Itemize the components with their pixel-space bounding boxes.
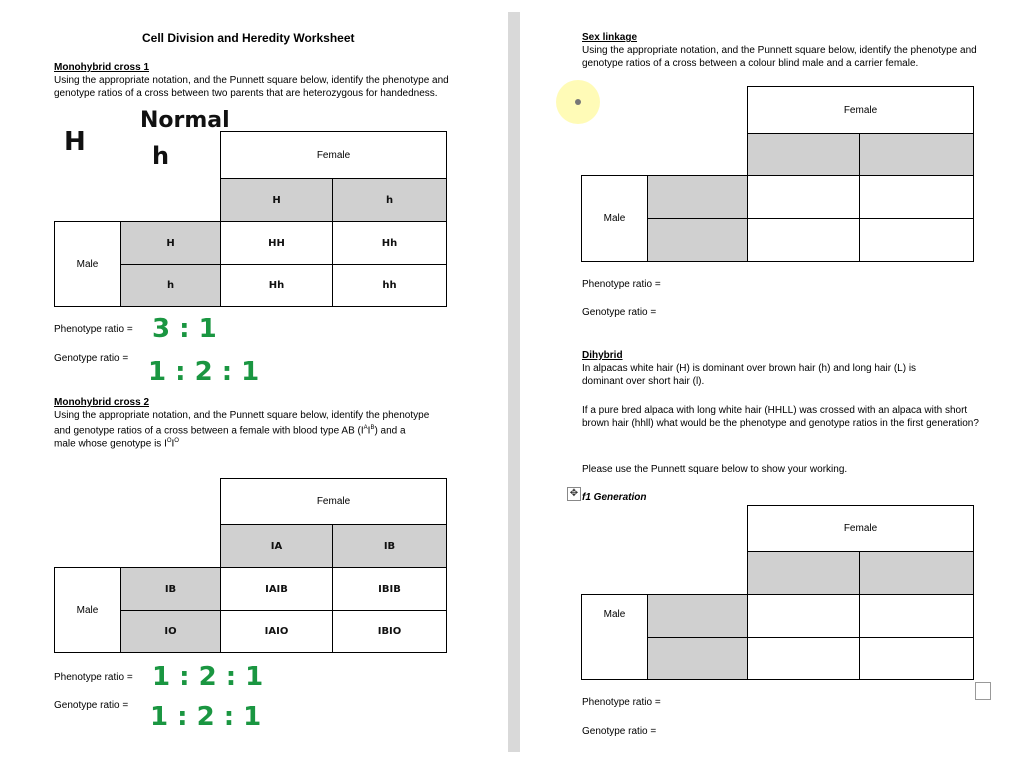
sexlink-phenotype-label: Phenotype ratio =: [582, 279, 661, 290]
dihybrid-heading: Dihybrid: [582, 350, 623, 361]
dihybrid-cell[interactable]: [748, 638, 860, 680]
mono1-handwritten-key-h: h: [152, 142, 170, 170]
mono1-male-header: Male: [55, 222, 121, 307]
mono1-male-allele: h: [121, 265, 221, 307]
dihybrid-phenotype-label: Phenotype ratio =: [582, 697, 661, 708]
mono1-genotype-label: Genotype ratio =: [54, 353, 129, 364]
mono2-female-allele: IA: [221, 525, 333, 568]
mono2-instructions-line3: male whose genotype is $I^OI^O$: [54, 438, 179, 450]
dihybrid-female-allele[interactable]: [860, 552, 974, 595]
mono2-cell: IAIO: [221, 611, 333, 653]
sexlink-male-allele[interactable]: [648, 219, 748, 262]
sexlink-punnett-square: [581, 86, 974, 262]
sexlink-male-allele[interactable]: [648, 176, 748, 219]
page-title: Cell Division and Heredity Worksheet: [142, 31, 355, 45]
mono2-phenotype-answer: 1 : 2 : 1: [152, 662, 264, 692]
sexlink-cell[interactable]: [860, 176, 974, 219]
mono2-instructions-line1: Using the appropriate notation, and the Punnett square below, identify the phenotype: [54, 410, 430, 421]
sexlink-genotype-label: Genotype ratio =: [582, 307, 657, 318]
sexlink-heading: Sex linkage: [582, 32, 638, 43]
mono1-cell: Hh: [221, 265, 333, 307]
mono1-phenotype-label: Phenotype ratio =: [54, 324, 133, 335]
sexlink-cell[interactable]: [860, 219, 974, 262]
worksheet-page-right: [520, 12, 1024, 754]
dihybrid-male-allele[interactable]: [648, 595, 748, 638]
mono1-cell: hh: [333, 265, 447, 307]
dihybrid-text-1: In alpacas white hair (H) is dominant over brown hair (h) and long hair (L) is dominant over short hair (l).: [582, 363, 917, 387]
mono1-handwritten-key-H: H: [64, 127, 86, 157]
mono2-female-allele: IB: [333, 525, 447, 568]
dihybrid-female-allele[interactable]: [748, 552, 860, 595]
dihybrid-cell[interactable]: [748, 595, 860, 638]
mono2-male-allele: IO: [121, 611, 221, 653]
dihybrid-male-allele[interactable]: [648, 638, 748, 680]
dihybrid-punnett-square: [581, 505, 974, 680]
dihybrid-female-header: Female: [748, 506, 974, 552]
page-gutter: [508, 12, 520, 752]
dihybrid-text-3: Please use the Punnett square below to show your working.: [582, 464, 848, 475]
mono2-male-header: Male: [55, 568, 121, 653]
mono2-cell: IAIB: [221, 568, 333, 611]
mono2-heading: Monohybrid cross 2: [54, 397, 150, 408]
mono2-genotype-answer: 1 : 2 : 1: [150, 702, 262, 732]
mono1-female-header: Female: [221, 132, 447, 179]
sexlink-male-header: Male: [582, 176, 648, 262]
dihybrid-cell[interactable]: [860, 638, 974, 680]
dihybrid-text-2: If a pure bred alpaca with long white hair (HHLL) was crossed with an alpaca with short brown hair (hhll) what would be the phenotype and genotype ratios in the first generation?: [582, 405, 979, 429]
mono2-punnett-square: [54, 478, 447, 653]
mono1-female-allele: H: [221, 179, 333, 222]
worksheet-page-left: [0, 12, 508, 754]
mono1-phenotype-answer: 3 : 1: [152, 314, 217, 344]
mono1-instructions: Using the appropriate notation, and the Punnett square below, identify the phenotype and genotype ratios of a cross between two parents that are heterozygous for handedness.: [54, 75, 449, 99]
mono1-genotype-answer: 1 : 2 : 1: [148, 357, 260, 387]
sexlink-cell[interactable]: [748, 219, 860, 262]
mono1-punnett-square: [54, 131, 447, 307]
sexlink-instructions: Using the appropriate notation, and the Punnett square below, identify the phenotype and genotype ratios of a cross between a colour blind male and a carrier female.: [582, 45, 977, 69]
mono2-genotype-label: Genotype ratio =: [54, 700, 129, 711]
bottom-strip: [0, 752, 1024, 768]
f1-generation-label: f1 Generation: [582, 492, 647, 503]
mono1-heading: Monohybrid cross 1: [54, 62, 150, 73]
mono2-female-header: Female: [221, 479, 447, 525]
mono2-cell: IBIO: [333, 611, 447, 653]
sexlink-female-allele[interactable]: [860, 134, 974, 176]
mono1-female-allele: h: [333, 179, 447, 222]
mono1-cell: Hh: [333, 222, 447, 265]
cursor-highlight-icon: [556, 80, 600, 124]
resize-handle-icon[interactable]: [975, 682, 991, 700]
sexlink-female-allele[interactable]: [748, 134, 860, 176]
dihybrid-cell[interactable]: [860, 595, 974, 638]
sexlink-female-header: Female: [748, 87, 974, 134]
mono2-phenotype-label: Phenotype ratio =: [54, 672, 133, 683]
dihybrid-genotype-label: Genotype ratio =: [582, 726, 657, 737]
mono2-cell: IBIB: [333, 568, 447, 611]
move-handle-icon[interactable]: ✥: [567, 487, 581, 501]
mono1-male-allele: H: [121, 222, 221, 265]
mono2-male-allele: IB: [121, 568, 221, 611]
sexlink-cell[interactable]: [748, 176, 860, 219]
mono1-handwritten-normal: Normal: [140, 108, 230, 133]
mono1-cell: HH: [221, 222, 333, 265]
dihybrid-male-header: Male: [582, 595, 648, 680]
mono2-instructions-line2: and genotype ratios of a cross between a female with blood type AB $(I^AI^B)$ and a: [54, 425, 406, 437]
